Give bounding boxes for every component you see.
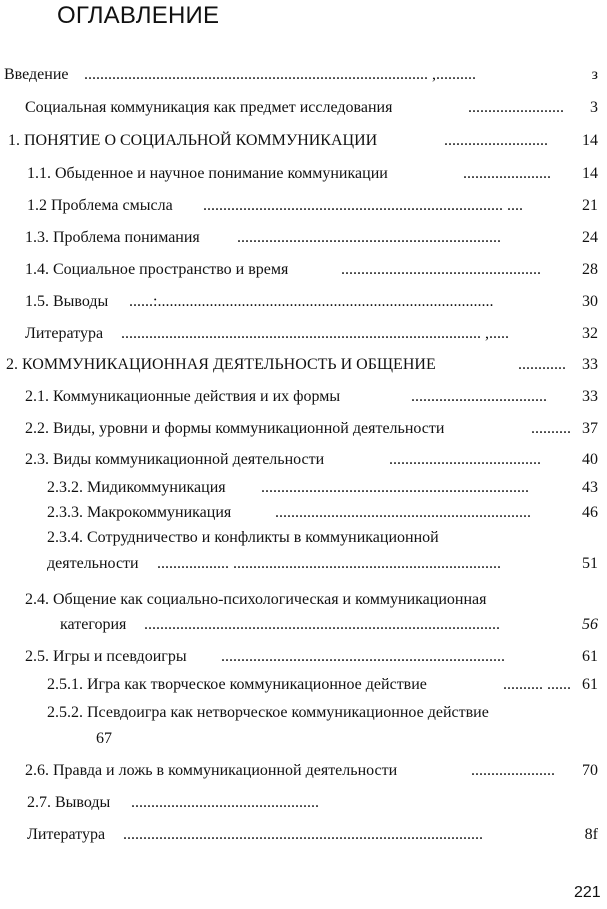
toc-entry-label: Литература (25, 325, 104, 342)
toc-page-number: 70 (582, 762, 598, 779)
toc-leader-dots: .................................................. (341, 261, 541, 278)
toc-leader-dots: .................. ................................................................... (157, 555, 501, 572)
toc-entry-literature-2[interactable] (27, 825, 598, 845)
toc-entry-label: категория (60, 616, 127, 633)
toc-entry-1-2[interactable] (27, 196, 598, 216)
toc-entry-label: 2.1. Коммуникационные действия и их формы (25, 388, 341, 405)
toc-leader-dots: ................................................................... (261, 479, 529, 496)
toc-page-number: 21 (582, 197, 598, 214)
toc-page-number: 40 (582, 451, 598, 468)
toc-leader-dots: .......... ...... (503, 676, 571, 693)
toc-leader-dots: ........................................................................... .... (203, 197, 523, 214)
toc-leader-dots: ........................ (468, 99, 564, 116)
toc-leader-dots: ...................... (463, 165, 551, 182)
toc-entry-label: 2.3.3. Макрокоммуникация (47, 504, 232, 521)
toc-entry-2-7[interactable] (27, 793, 598, 813)
toc-leader-dots: .................................. (411, 388, 547, 405)
toc-entry-label: 1.1. Обыденное и научное понимание коммуникации (27, 165, 388, 182)
toc-leader-dots: ......:.................................................................................... (129, 293, 494, 310)
toc-entry-2-3-4-line1[interactable]: 2.3.4. Сотрудничество и конфликты в коммуникационной (47, 529, 439, 546)
toc-page-number: 14 (582, 132, 598, 149)
toc-leader-dots: .......................................................................................... ,..... (121, 325, 509, 342)
toc-page-number: 14 (582, 165, 598, 182)
toc-entry-2-4-line2[interactable] (60, 615, 598, 635)
toc-entry-label: 1.3. Проблема понимания (25, 229, 200, 246)
toc-leader-dots: .......... (531, 420, 571, 437)
toc-entry-2-5-2-line1[interactable]: 2.5.2. Псевдоигра как нетворческое коммуникационное действие (47, 704, 489, 721)
toc-page-number: 8f (584, 826, 598, 843)
toc-leader-dots: ...................................... (389, 451, 541, 468)
toc-page-number: 33 (582, 388, 598, 405)
toc-leader-dots: ..................... (471, 762, 555, 779)
toc-entry-2-1[interactable] (25, 387, 598, 407)
toc-entry-label: 2.3.2. Мидикоммуникация (47, 479, 226, 496)
toc-page-number: 24 (582, 229, 598, 246)
toc-leader-dots: .......................................................................................... (123, 826, 483, 843)
toc-entry-2-6[interactable] (25, 761, 598, 781)
toc-entry-2-5[interactable] (25, 647, 598, 667)
toc-page-number: 61 (582, 648, 598, 665)
toc-entry-2-3-4-line2[interactable] (47, 554, 598, 574)
toc-entry-label: деятельности (47, 555, 139, 572)
toc-entry-1-4[interactable] (25, 260, 598, 280)
toc-entry-label: 2.3. Виды коммуникационной деятельности (25, 451, 325, 468)
toc-leader-dots: ...................................................................................... ,.......... (84, 66, 476, 83)
toc-leader-dots: ......................................................................................... (144, 616, 500, 633)
toc-entry-2-3-2[interactable] (47, 478, 598, 498)
toc-page-number: 28 (582, 261, 598, 278)
toc-entry-1-1[interactable] (27, 164, 598, 184)
toc-entry-label: Введение (4, 66, 69, 83)
toc-entry-1-5[interactable] (25, 292, 598, 312)
toc-page-number: 32 (582, 325, 598, 342)
toc-leader-dots: ............ (518, 356, 566, 373)
toc-entry-literature-1[interactable] (25, 324, 598, 344)
toc-page-number: 46 (582, 504, 598, 521)
toc-page-number: 30 (582, 293, 598, 310)
toc-leader-dots: ............................................... (131, 794, 319, 811)
toc-page-number: 56 (582, 616, 598, 633)
toc-entry-label: 2.2. Виды, уровни и формы коммуникационной деятельности (25, 420, 445, 437)
toc-page-number: 51 (582, 555, 598, 572)
toc-page-number: 3 (590, 99, 598, 116)
toc-leader-dots: ....................................................................... (221, 648, 505, 665)
toc-entry-label: Социальная коммуникация как предмет исследования (25, 99, 393, 116)
toc-page-number: 43 (582, 479, 598, 496)
toc-entry-label: 2. КОММУНИКАЦИОННАЯ ДЕЯТЕЛЬНОСТЬ И ОБЩЕНИЕ (6, 356, 436, 373)
toc-entry-label: 2.7. Выводы (27, 794, 111, 811)
toc-entry-label: 2.6. Правда и ложь в коммуникационной деятельности (25, 762, 398, 779)
toc-entry-introduction[interactable] (4, 65, 598, 85)
toc-entry-label: 1. ПОНЯТИЕ О СОЦИАЛЬНОЙ КОММУНИКАЦИИ (8, 132, 378, 149)
toc-page-number: 61 (582, 676, 598, 693)
toc-entry-social-communication[interactable] (25, 98, 598, 118)
toc-title: ОГЛАВЛЕНИЕ (57, 2, 220, 29)
toc-page-number: з (591, 66, 598, 83)
toc-entry-2-3-3[interactable] (47, 503, 598, 523)
toc-entry-label: 1.4. Социальное пространство и время (25, 261, 289, 278)
toc-page-number: 37 (582, 420, 598, 437)
toc-entry-2-5-2-page: 67 (96, 730, 112, 747)
toc-entry-label: 2.5. Игры и псевдоигры (25, 648, 187, 665)
toc-entry-label: Литература (27, 826, 106, 843)
toc-leader-dots: .................................................................. (237, 229, 501, 246)
toc-entry-2-4-line1[interactable]: 2.4. Общение как социально-психологическая и коммуникационная (25, 591, 487, 608)
toc-entry-2-5-1[interactable] (47, 675, 598, 695)
page-number: 221 (574, 884, 601, 901)
toc-entry-1-3[interactable] (25, 228, 598, 248)
toc-entry-2-2[interactable] (25, 419, 598, 439)
toc-entry-chapter-1[interactable] (8, 131, 598, 151)
toc-leader-dots: ................................................................ (275, 504, 531, 521)
toc-entry-label: 1.5. Выводы (25, 293, 109, 310)
toc-leader-dots: .......................... (444, 132, 548, 149)
toc-page-number: 33 (582, 356, 598, 373)
toc-entry-chapter-2[interactable] (6, 355, 598, 375)
toc-entry-label: 2.5.1. Игра как творческое коммуникационное действие (47, 676, 427, 693)
toc-entry-2-3[interactable] (25, 450, 598, 470)
toc-entry-label: 1.2 Проблема смысла (27, 197, 173, 214)
